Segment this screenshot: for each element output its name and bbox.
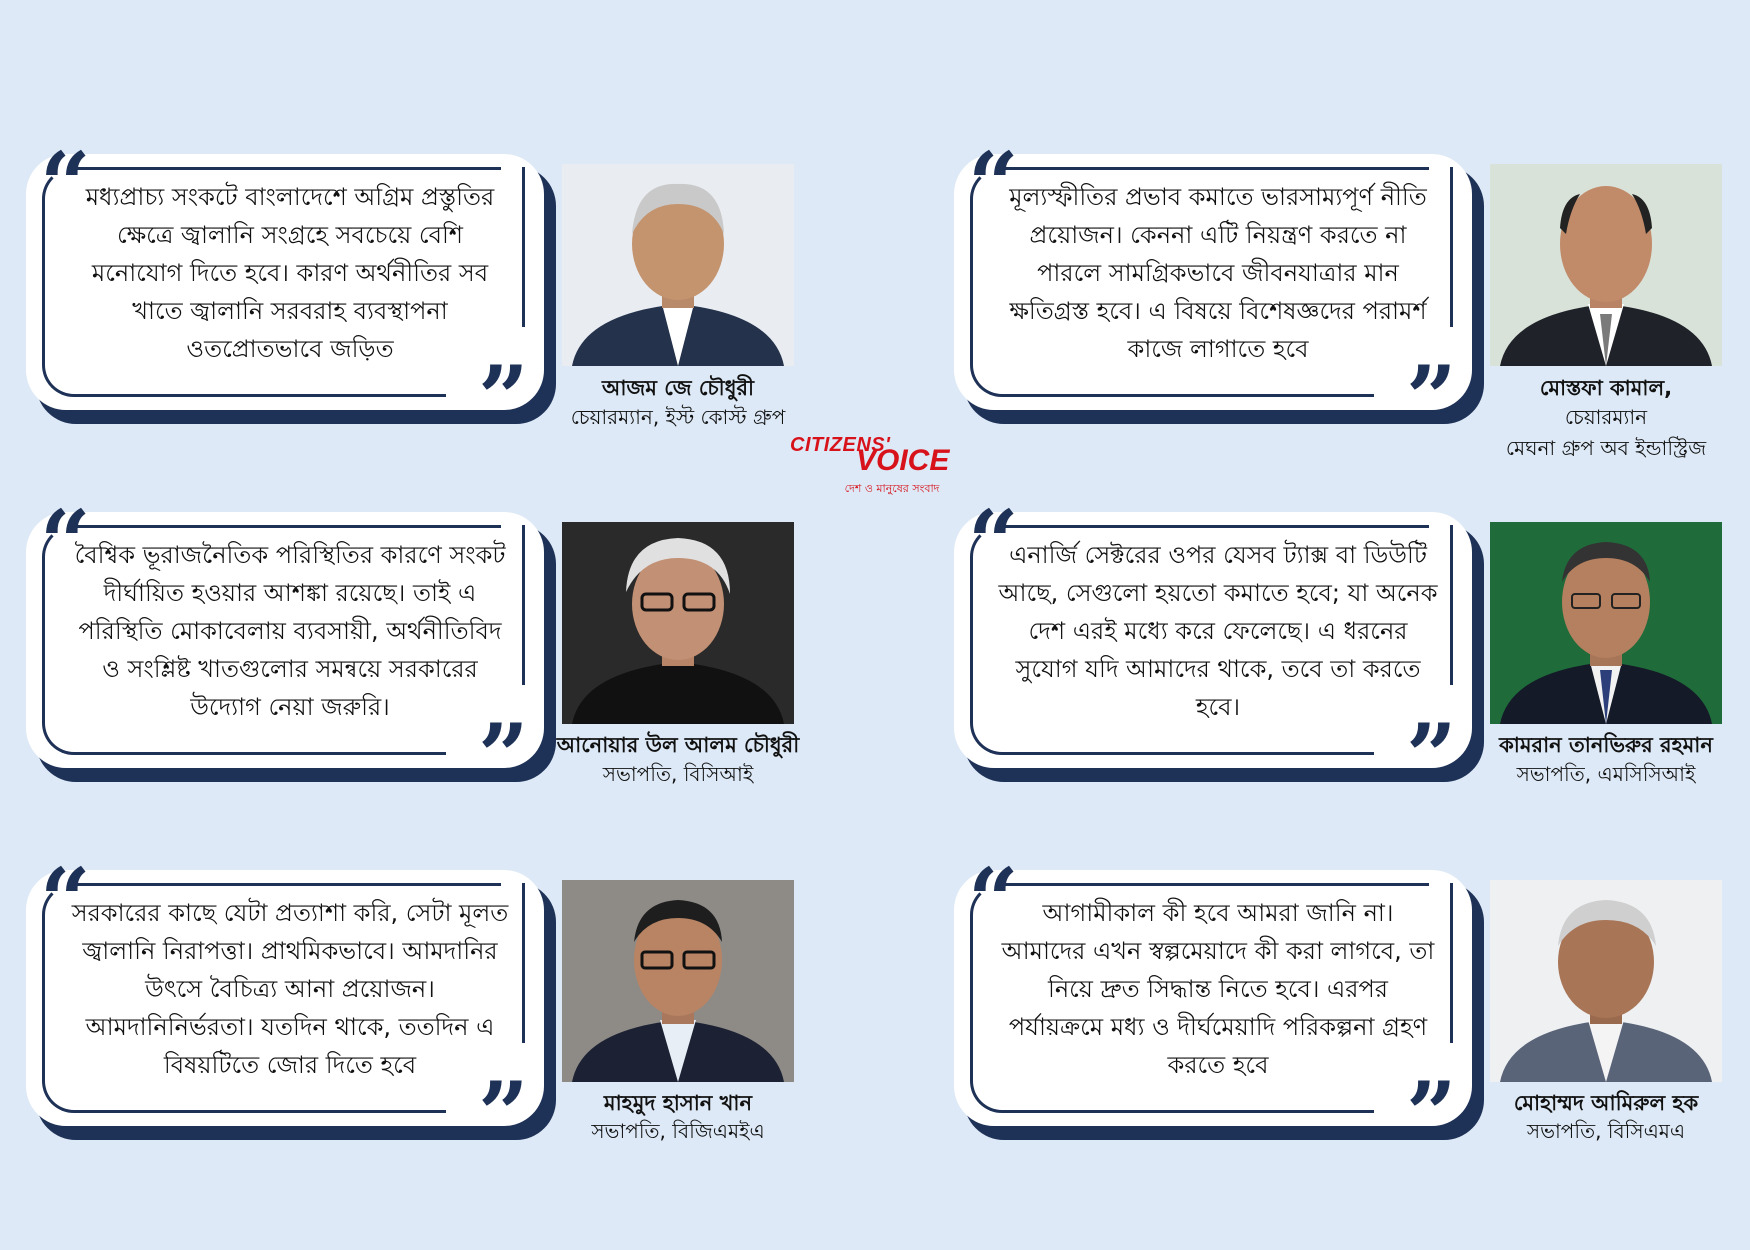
person-name-2: মোস্তফা কামাল, <box>1539 376 1673 400</box>
close-quote-icon: ” <box>478 346 529 450</box>
quote-card-5 <box>26 848 556 1166</box>
person-portrait-icon <box>1490 164 1722 366</box>
open-quote-icon: “ <box>40 132 91 236</box>
person-title-6: সভাপতি, বিসিএমএ <box>1526 1119 1686 1143</box>
open-quote-icon: “ <box>968 132 1019 236</box>
quote-text: মূল্যস্ফীতির প্রভাব কমাতে ভারসাম্যপূর্ণ নীতি প্রয়োজন। কেননা এটি নিয়ন্ত্রণ করতে না পারলে সামগ্রিকভাবে জীবনযাত্রার মান ক্ষতিগ্রস্ত হবে। এ বিষয়ে বিশেষজ্ঞদের পরামর্শ কাজে লাগাতে হবে <box>1009 183 1427 363</box>
card-body <box>954 848 1472 1166</box>
citizens-voice-logo <box>786 430 966 502</box>
person-title-5: সভাপতি, বিজিএমইএ <box>591 1119 765 1143</box>
card-body <box>26 132 544 450</box>
person-name-1: আজম জে চৌধুরী <box>601 376 755 400</box>
quote-text: আগামীকাল কী হবে আমরা জানি না। আমাদের এখন স্বল্পমেয়াদে কী করা লাগবে, তা নিয়ে দ্রুত সিদ্ধান্ত নিতে হবে। এরপর পর্যায়ক্রমে মধ্য ও দীর্ঘমেয়াদি পরিকল্পনা গ্রহণ করতে হবে <box>1001 899 1435 1079</box>
open-quote-icon: “ <box>40 848 91 952</box>
person-name-6: মোহাম্মদ আমিরুল হক <box>1513 1091 1699 1115</box>
quote-card-2 <box>954 132 1484 450</box>
open-quote-icon: “ <box>40 490 91 594</box>
logo-brand-main: VOICE <box>856 444 950 477</box>
logo-tagline: দেশ ও মানুষের সংবাদ <box>844 482 940 495</box>
person-name-5: মাহমুদ হাসান খান <box>603 1091 753 1115</box>
close-quote-icon: ” <box>478 1062 529 1166</box>
quote-text: মধ্যপ্রাচ্য সংকটে বাংলাদেশে অগ্রিম প্রস্তুতির ক্ষেত্রে জ্বালানি সংগ্রহে সবচেয়ে বেশি মনোযোগ দিতে হবে। কারণ অর্থনীতির সব খাতে জ্বালানি সরবরাহ ব্যবস্থাপনা ওতপ্রোতভাবে জড়িত <box>85 183 495 363</box>
quote-text: এনার্জি সেক্টরের ওপর যেসব ট্যাক্স বা ডিউটি আছে, সেগুলো হয়তো কমাতে হবে; যা অনেক দেশ এরই মধ্যে করে ফেলেছে। এ ধরনের সুযোগ যদি আমাদের থাকে, তবে তা করতে হবে। <box>998 541 1438 721</box>
quote-card-1 <box>26 132 556 450</box>
person-name-4: কামরান তানভিরুর রহমান <box>1499 733 1713 757</box>
card-body <box>26 848 544 1166</box>
quote-card-3 <box>26 490 556 808</box>
close-quote-icon: ” <box>478 704 529 808</box>
person-name-3: আনোয়ার উল আলম চৌধুরী <box>556 733 800 757</box>
open-quote-icon: “ <box>968 848 1019 952</box>
portrait-photo-5 <box>562 880 794 1082</box>
card-body <box>26 490 544 808</box>
quote-card-4 <box>954 490 1484 808</box>
quote-text: বৈশ্বিক ভূরাজনৈতিক পরিস্থিতির কারণে সংকট দীর্ঘায়িত হওয়ার আশঙ্কা রয়েছে। তাই এ পরিস্থিতি মোকাবেলায় ব্যবসায়ী, অর্থনীতিবিদ ও সংশ্লিষ্ট খাতগুলোর সমন্বয়ে সরকারের উদ্যোগ নেয়া জরুরি। <box>74 541 506 721</box>
person-title-2: চেয়ারম্যান <box>1564 405 1648 429</box>
close-quote-icon: ” <box>1406 346 1457 450</box>
person-title-4: সভাপতি, এমসিসিআই <box>1516 762 1696 786</box>
card-body <box>954 490 1472 808</box>
person-portrait-icon <box>1490 880 1722 1082</box>
person-title-3: সভাপতি, বিসিআই <box>602 762 754 786</box>
person-portrait-icon <box>562 522 794 724</box>
person-portrait-icon <box>562 164 794 366</box>
portrait-photo-3 <box>562 522 794 724</box>
close-quote-icon: ” <box>1406 704 1457 808</box>
person-portrait-icon <box>562 880 794 1082</box>
card-body <box>954 132 1472 450</box>
quote-card-6 <box>954 848 1484 1166</box>
person-organization-2: মেঘনা গ্রুপ অব ইন্ডাস্ট্রিজ <box>1505 436 1707 460</box>
person-portrait-icon <box>1490 522 1722 724</box>
portrait-photo-2 <box>1490 164 1722 366</box>
portrait-photo-4 <box>1490 522 1722 724</box>
quote-text: সরকারের কাছে যেটা প্রত্যাশা করি, সেটা মূলত জ্বালানি নিরাপত্তা। প্রাথমিকভাবে। আমদানির উৎসে বৈচিত্র্য আনা প্রয়োজন। আমদানিনির্ভরতা। যতদিন থাকে, ততদিন এ বিষয়টিতে জোর দিতে হবে <box>71 899 509 1079</box>
logo-brand-top: CITIZENS' <box>790 434 891 456</box>
close-quote-icon: ” <box>1406 1062 1457 1166</box>
portrait-photo-6 <box>1490 880 1722 1082</box>
open-quote-icon: “ <box>968 490 1019 594</box>
portrait-photo-1 <box>562 164 794 366</box>
person-title-1: চেয়ারম্যান, ইস্ট কোস্ট গ্রুপ <box>570 405 786 429</box>
